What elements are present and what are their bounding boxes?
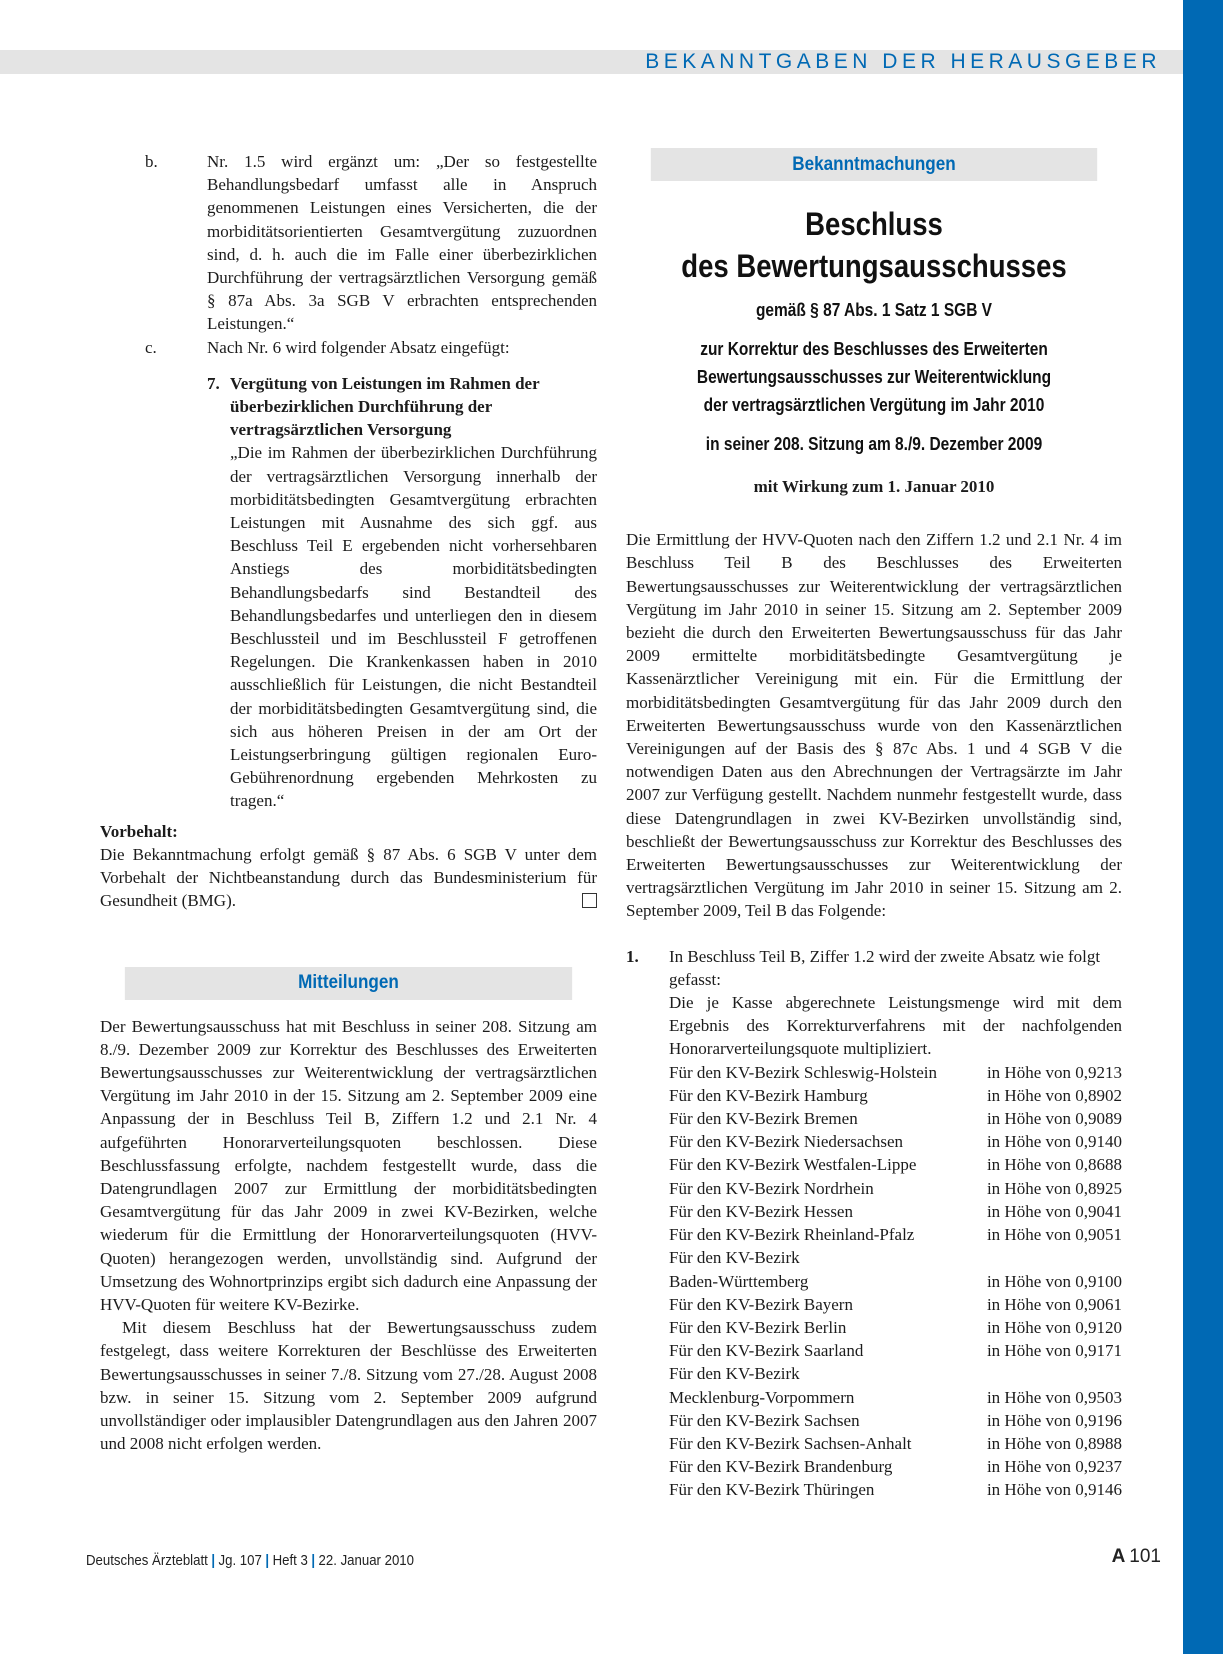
kv-quota-value: in Höhe von 0,9146 — [986, 1480, 1122, 1500]
kv-district: Für den KV-Bezirk Bayern — [669, 1294, 853, 1314]
bekanntmachungen-heading: Bekanntmachungen — [651, 148, 1097, 181]
kv-district: Für den KV-Bezirk Niedersachsen — [669, 1132, 903, 1152]
resolution-subject-line-2: Bewertungsausschusses zur Weiterentwicklung — [696, 367, 1052, 387]
sub-item-7 — [207, 372, 597, 813]
kv-row — [669, 1270, 1122, 1293]
kv-quota-value: in Höhe von 0,9120 — [986, 1317, 1122, 1337]
sub-item-title: Vergütung von Leistungen im Rahmen der überbezirklichen Durchführung der vertragsärztlichen Versorgung — [230, 373, 540, 440]
kv-row — [669, 1339, 1122, 1362]
end-square-icon — [582, 893, 597, 908]
kv-quota-value: in Höhe von 0,9100 — [986, 1271, 1122, 1291]
kv-district: Für den KV-Bezirk Saarland — [669, 1341, 864, 1361]
resolution-title-line-1: Beschluss — [805, 206, 943, 242]
kv-row — [669, 1316, 1122, 1339]
mitteilungen-paragraph-2: Mit diesem Beschluss hat der Bewertungsausschuss zudem festgelegt, dass weitere Korrekturen der Beschlüsse des Erweiterten Bewertungsausschusses in seiner 7./8. Sitzung vom 27./28. August 2008 bzw. in seiner 15. Sitzung vom 2. September 2009 aufgrund unvollständiger oder implausibler Datengrundlagen aus den Jahren 2007 und 2008 nicht erfolgen werden. — [100, 1318, 597, 1454]
kv-quota-value: in Höhe von 0,9041 — [986, 1201, 1122, 1221]
kv-row — [669, 1386, 1122, 1409]
kv-row — [669, 1153, 1122, 1176]
mitteilungen-paragraph-1: Der Bewertungsausschuss hat mit Beschluss in seiner 208. Sitzung am 8./9. Dezember 2009 zur Korrektur des Beschlusses des Erweiterten Bewertungsausschusses zur Weiterentwicklung der vertragsärztlichen Vergütung im Jahr 2010 in der 15. Sitzung am 2. September 2009 eine Anpassung der in Beschluss Teil B, Ziffern 1.2 und 2.1 Nr. 4 aufgeführten Honorarverteilungsquoten beschlossen. Diese Beschlussfassung erfolgte, nachdem festgestellt wurde, dass die Datengrundlagen 2007 zur Ermittlung der morbiditätsbedingten Gesamtvergütung für das Jahr 2009 in zwei KV-Bezirken, welche wiederum für die Ermittlung der Honorarverteilungsquoten (HVV-Quoten) herangezogen werden, unvollständig sind. Aufgrund der Umsetzung des Wohnortprinzips ergibt sich dadurch eine Anpassung der HVV-Quoten für weitere KV-Bezirke. — [100, 1016, 597, 1314]
kv-row — [669, 1177, 1122, 1200]
kv-district: Für den KV-Bezirk Berlin — [669, 1317, 847, 1337]
kv-quota-value: in Höhe von 0,8688 — [986, 1155, 1122, 1175]
kv-row — [669, 1362, 1122, 1385]
list-letter: b. — [145, 152, 158, 171]
kv-row — [669, 1107, 1122, 1130]
page-number — [1112, 1546, 1161, 1568]
vorbehalt-heading: Vorbehalt: — [100, 821, 178, 841]
footer-separator: | — [311, 1552, 316, 1569]
resolution-title — [661, 203, 1088, 287]
list-text: Nach Nr. 6 wird folgender Absatz eingefügt: — [207, 337, 510, 357]
kv-row — [669, 1130, 1122, 1153]
sub-item-number: 7. — [207, 373, 220, 393]
resolution-subject — [661, 335, 1088, 419]
footer-citation — [86, 1552, 414, 1569]
sub-item-text: „Die im Rahmen der überbezirklichen Durchführung der vertragsärztlichen Versorgung innerhalb der morbiditätsbedingten Gesamtvergütung erbrachten Leistungen mit Ausnahme des sich ggf. aus Beschluss Teil E ergebenden nicht vorhersehbaren Anstiegs des morbiditätsbedingten Behandlungsbedarfs sind Bestandteil des Behandlungsbedarfes und unterliegen den in diesem Beschlussteil und im Beschlussteil F getroffenen Regelungen. Die Krankenkassen haben in 2010 ausschließlich für Leistungen, die nicht Bestandteil der morbiditätsbedingten Gesamtvergütung sind, die sich aus höheren Preisen in der am Ort der Leistungserbringung gültigen regionalen Euro-Gebührenordnung ergebenden Mehrkosten zu tragen.“ — [230, 443, 597, 811]
vorbehalt-block — [100, 843, 597, 913]
kv-quota-value: in Höhe von 0,9196 — [986, 1410, 1122, 1430]
item-text-2: Die je Kasse abgerechnete Leistungsmenge wird mit dem Ergebnis des Korrekturverfahrens mit der nachfolgenden Honorarverteilungsquote multipliziert. — [669, 993, 1122, 1059]
resolution-title-line-2: des Bewertungsausschusses — [681, 248, 1067, 284]
kv-district: Für den KV-Bezirk Hessen — [669, 1201, 853, 1221]
resolution-subject-line-1: zur Korrektur des Beschlusses des Erweiterten — [700, 339, 1048, 359]
kv-quota-value: in Höhe von 0,9213 — [986, 1062, 1122, 1082]
kv-district: Für den KV-Bezirk Brandenburg — [669, 1457, 893, 1477]
side-color-bar — [1183, 0, 1223, 1654]
item-number: 1. — [626, 946, 639, 966]
kv-row — [669, 1246, 1122, 1269]
footer-date: 22. Januar 2010 — [318, 1552, 414, 1569]
sub-item-content — [230, 372, 597, 813]
kv-district: Mecklenburg-Vorpommern — [669, 1387, 855, 1407]
kv-quota-value — [971, 1246, 1122, 1269]
kv-district: Für den KV-Bezirk Bremen — [669, 1109, 858, 1129]
footer-journal: Deutsches Ärzteblatt — [86, 1552, 208, 1569]
kv-quota-value: in Höhe von 0,9140 — [986, 1132, 1122, 1152]
kv-row — [669, 1478, 1122, 1501]
session-info: in seiner 208. Sitzung am 8./9. Dezember 2009 — [705, 434, 1043, 454]
kv-row — [669, 1409, 1122, 1432]
kv-quota-value: in Höhe von 0,9089 — [986, 1109, 1122, 1129]
numbered-item-1 — [626, 945, 1122, 1502]
intro-paragraph: Die Ermittlung der HVV-Quoten nach den Ziffern 1.2 und 2.1 Nr. 4 im Beschluss Teil B des Beschlusses des Erweiterten Bewertungsausschusses zur Weiterentwicklung der vertragsärztlichen Vergütung im Jahr 2010 in seiner 15. Sitzung am 2. September 2009 bezieht die durch den Erweiterten Bewertungsausschuss für das Jahr 2009 ermittelte morbiditätsbedingte Gesamtvergütung je Kassenärztlicher Vereinigung mit ein. Für die Ermittlung der morbiditätsbedingten Gesamtvergütung für das Jahr 2009 durch den Erweiterten Bewertungsausschuss wurde von den Kassenärztlichen Vereinigungen auf der Basis des § 87c Abs. 1 und 4 SGB V die notwendigen Daten aus den Abrechnungen der Vertragsärzte im Jahr 2007 zur Verfügung gestellt. Nachdem nunmehr festgestellt wurde, dass diese Datengrundlagen in zwei KV-Bezirken unvollständig sind, beschließt der Bewertungsausschuss zur Korrektur des Beschlusses des Erweiterten Bewertungsausschusses zur Weiterentwicklung der vertragsärztlichen Vergütung im Jahr 2010 in seiner 15. Sitzung am 2. September 2009, Teil B das Folgende: — [626, 530, 1122, 921]
kv-row — [669, 1084, 1122, 1107]
kv-row — [669, 1061, 1122, 1084]
left-column — [100, 150, 597, 1455]
kv-row — [669, 1455, 1122, 1478]
kv-quota-table — [669, 1061, 1122, 1502]
kv-quota-value: in Höhe von 0,9503 — [986, 1387, 1122, 1407]
kv-quota-value: in Höhe von 0,9061 — [986, 1294, 1122, 1314]
list-text: Nr. 1.5 wird ergänzt um: „Der so festgestellte Behandlungsbedarf umfasst alle in Anspruch genommenen Leistungen eines Versicherten, die der morbiditätsorientierten Gesamtvergütung zuzuordnen sind, d. h. auch die im Falle einer überbezirklichen Durchführung der vertragsärztlichen Versorgung gemäß § 87a Abs. 3a SGB V erbrachten entsprechenden Leistungen.“ — [207, 152, 597, 334]
kv-district: Für den KV-Bezirk — [669, 1364, 800, 1384]
kv-quota-value: in Höhe von 0,8925 — [986, 1178, 1122, 1198]
kv-row — [669, 1293, 1122, 1316]
resolution-subject-line-3: der vertragsärztlichen Vergütung im Jahr 2010 — [703, 395, 1045, 415]
kv-district: Für den KV-Bezirk Hamburg — [669, 1085, 868, 1105]
kv-quota-value: in Höhe von 0,9171 — [986, 1341, 1122, 1361]
kv-district: Für den KV-Bezirk Thüringen — [669, 1480, 875, 1500]
kv-row — [669, 1432, 1122, 1455]
kv-quota-value: in Höhe von 0,9237 — [986, 1457, 1122, 1477]
vorbehalt-text: Die Bekanntmachung erfolgt gemäß § 87 Abs. 6 SGB V unter dem Vorbehalt der Nichtbeanstandung durch das Bundesministerium für Gesundheit (BMG). — [100, 844, 597, 911]
right-column — [626, 148, 1122, 1502]
kv-district: Für den KV-Bezirk Schleswig-Holstein — [669, 1062, 938, 1082]
footer-separator: | — [211, 1552, 216, 1569]
footer-volume: Jg. 107 — [218, 1552, 262, 1569]
effective-date: mit Wirkung zum 1. Januar 2010 — [753, 477, 995, 496]
legal-basis: gemäß § 87 Abs. 1 Satz 1 SGB V — [755, 300, 993, 320]
kv-district: Für den KV-Bezirk Sachsen-Anhalt — [669, 1433, 912, 1453]
footer-issue: Heft 3 — [272, 1552, 308, 1569]
kv-district: Für den KV-Bezirk Sachsen — [669, 1410, 860, 1430]
kv-district: Für den KV-Bezirk Westfalen-Lippe — [669, 1155, 917, 1175]
kv-district: Für den KV-Bezirk Nordrhein — [669, 1178, 874, 1198]
list-letter: c. — [145, 337, 157, 357]
kv-district: Für den KV-Bezirk — [669, 1248, 800, 1268]
mitteilungen-heading: Mitteilungen — [125, 967, 572, 1000]
kv-row — [669, 1223, 1122, 1246]
kv-quota-value: in Höhe von 0,9051 — [986, 1225, 1122, 1245]
kv-quota-value — [971, 1362, 1122, 1385]
page-prefix: A — [1111, 1546, 1126, 1567]
footer-separator: | — [265, 1552, 270, 1569]
page-number-value: 101 — [1129, 1546, 1161, 1567]
item-text-1: In Beschluss Teil B, Ziffer 1.2 wird der zweite Absatz wie folgt gefasst: — [669, 946, 1101, 989]
kv-district: Baden-Württemberg — [669, 1271, 809, 1291]
item-body — [669, 945, 1122, 1502]
section-header: BEKANNTGABEN DER HERAUSGEBER — [645, 50, 1161, 73]
list-item-c — [100, 336, 597, 359]
kv-district: Für den KV-Bezirk Rheinland-Pfalz — [669, 1225, 915, 1245]
kv-quota-value: in Höhe von 0,8902 — [986, 1085, 1122, 1105]
list-item-b — [100, 150, 597, 336]
kv-row — [669, 1200, 1122, 1223]
kv-quota-value: in Höhe von 0,8988 — [986, 1433, 1122, 1453]
